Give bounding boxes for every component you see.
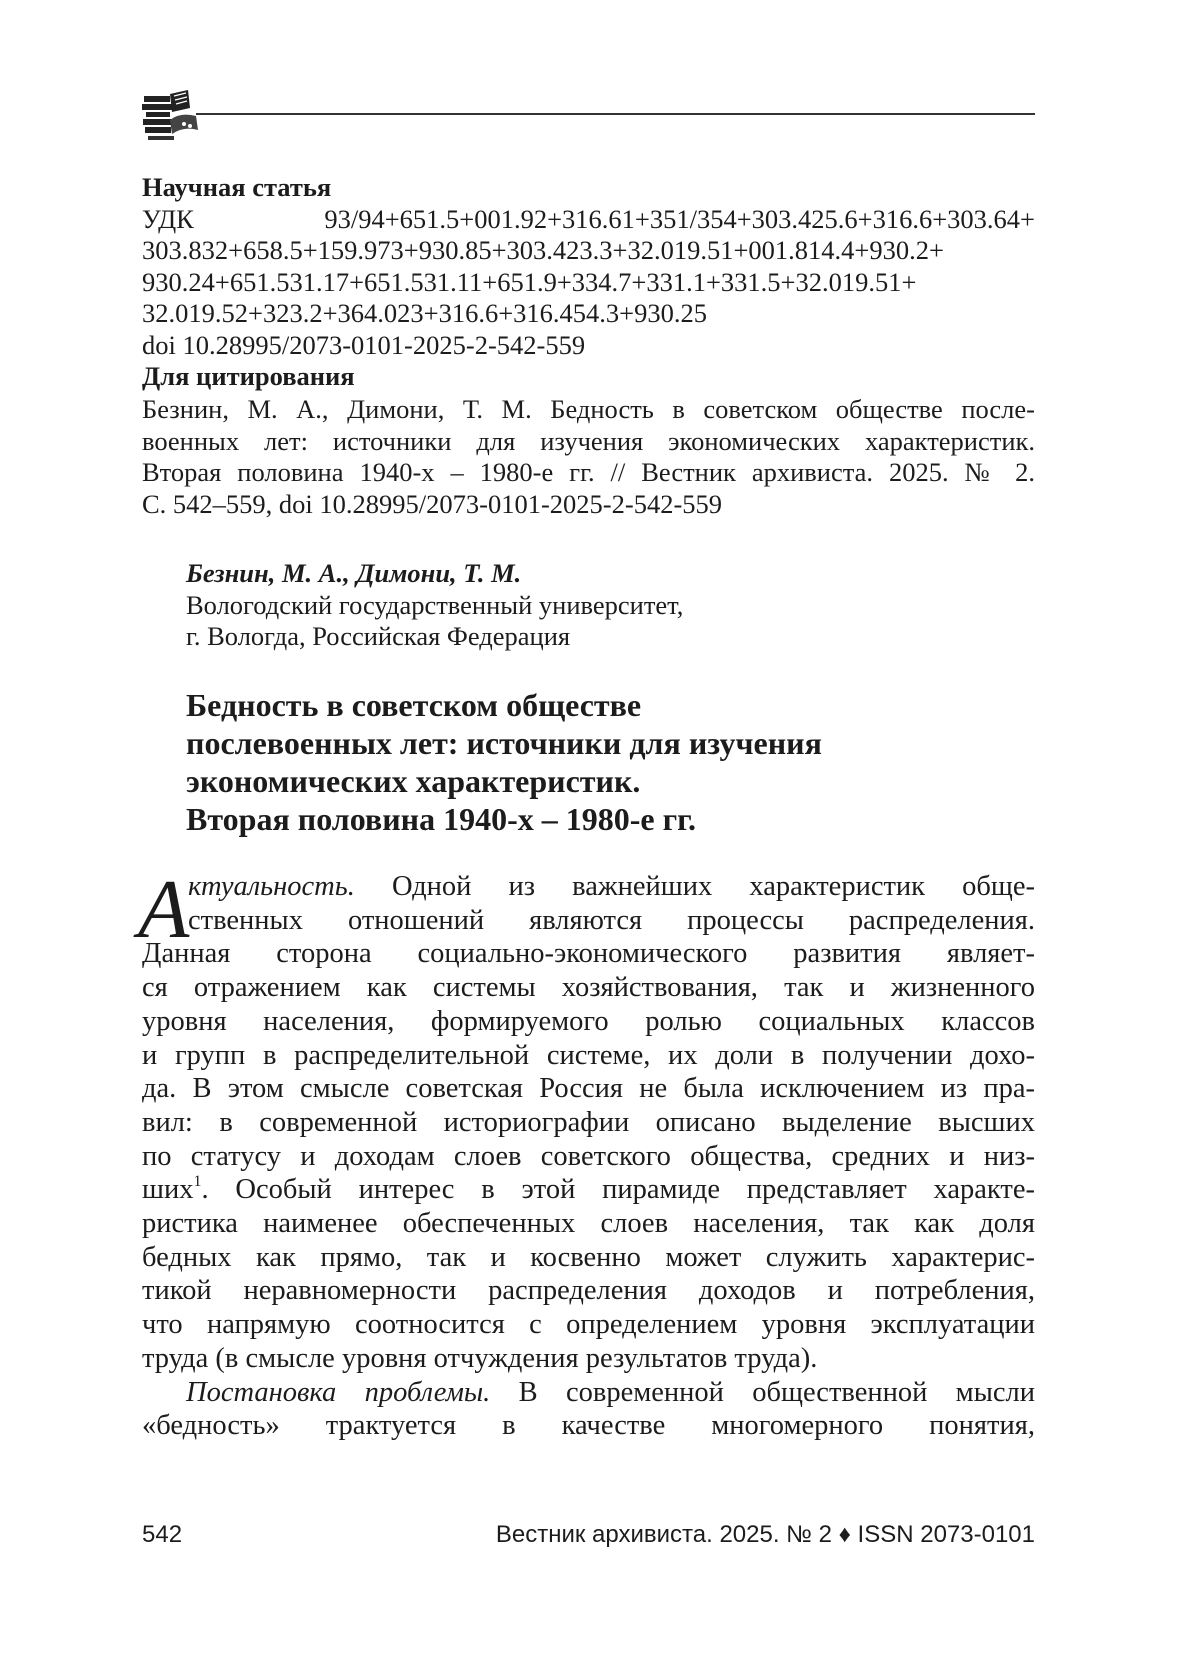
citation-line: С. 542–559, doi 10.28995/2073-0101-2025-2-542-559 [142, 488, 723, 519]
body-span: Одной из важнейших характеристик обще- [354, 871, 1035, 902]
title-line: экономических характеристик. [186, 763, 641, 799]
citation-line: Вторая половина 1940-х – 1980-е гг. // Вестник архивиста. 2025. № 2. [142, 457, 1035, 487]
body-line: уровня населения, формируемого ролью социальных классов [142, 1005, 1035, 1037]
footnote-ref[interactable]: 1 [193, 1173, 202, 1191]
body-line: ристика наименее обеспеченных слоев населения, так как доля [142, 1208, 1035, 1240]
body-line: «бедность» трактуется в качестве многомерного понятия, [142, 1410, 1035, 1442]
body-line: бедных как прямо, так и косвенно может служить характерис- [142, 1241, 1035, 1273]
body-line: тикой неравномерности распределения доходов и потребления, [142, 1275, 1035, 1307]
section-label: ктуальность. [188, 871, 355, 902]
body-line [142, 870, 1035, 904]
article-meta [142, 172, 1035, 393]
page-number: 542 [142, 1521, 183, 1548]
body-span: . Особый интерес в этой пирамиде представляет характе- [201, 1174, 1035, 1206]
body-line: вил: в современной историографии описано выделение высших [142, 1106, 1035, 1138]
title-line: Бедность в советском обществе [186, 687, 642, 723]
affiliation: Вологодский государственный университет, [186, 589, 684, 620]
body-line [142, 1173, 1035, 1207]
body-line: ственных отношений являются процессы распределения. [188, 904, 1035, 936]
udk-line: УДК 93/94+651.5+001.92+316.61+351/354+303.425.6+316.6+303.64+ [142, 203, 1035, 234]
body-text [142, 870, 1035, 1443]
authors-block [186, 558, 986, 653]
citation-line: Безнин, М. А., Димони, Т. М. Бедность в советском обществе после- [142, 394, 1035, 424]
body-line: и групп в распределительной системе, их доли в получении дохо- [142, 1039, 1035, 1071]
section-label: Постановка проблемы. [186, 1376, 491, 1408]
citation [142, 394, 1035, 520]
body-line: ся отражением как системы хозяйствования, так и жизненного [142, 972, 1035, 1004]
diamond-separator: ♦ [838, 1521, 851, 1548]
title-line: послевоенных лет: источники для изучения [186, 725, 822, 761]
title-line: Вторая половина 1940-х – 1980-е гг. [186, 801, 697, 837]
article-type: Научная статья [142, 172, 332, 202]
cite-heading: Для цитирования [142, 361, 355, 391]
header-rule [196, 113, 1035, 115]
body-line: что напрямую соотносится с определением уровня эксплуатации [142, 1309, 1035, 1341]
body-line: труда (в смысле уровня отчуждения результатов труда). [142, 1342, 818, 1374]
footer-journal [496, 1521, 1035, 1549]
body-line: да. В этом смысле советская Россия не была исключением из пра- [142, 1073, 1035, 1105]
udk-line: 930.24+651.531.17+651.531.11+651.9+334.7+331.1+331.5+32.019.51+ [142, 266, 917, 297]
article-title [186, 686, 1035, 838]
udk-line: 32.019.52+323.2+364.023+316.6+316.454.3+930.25 [142, 298, 707, 328]
drop-cap: А [138, 863, 190, 956]
body-line [142, 1376, 1035, 1410]
body-line: Данная сторона социально-экономического развития являет- [142, 938, 1035, 970]
issn: ISSN 2073-0101 [857, 1521, 1035, 1548]
body-span: В современной общественной мысли [490, 1376, 1035, 1408]
author-names: Безнин, М. А., Димони, Т. М. [186, 558, 522, 588]
udk-line: 303.832+658.5+159.973+930.85+303.423.3+32.019.51+001.814.4+930.2+ [142, 235, 944, 265]
body-span: ших [142, 1174, 194, 1206]
journal-name: Вестник архивиста. 2025. № 2 [495, 1521, 832, 1548]
doi: doi 10.28995/2073-0101-2025-2-542-559 [142, 329, 586, 360]
citation-line: военных лет: источники для изучения экономических характеристик. [142, 425, 1035, 456]
books-logo-icon [140, 86, 206, 146]
body-line: по статусу и доходам слоев советского общества, средних и низ- [142, 1140, 1035, 1172]
affiliation-city: г. Вологда, Российская Федерация [186, 621, 571, 651]
